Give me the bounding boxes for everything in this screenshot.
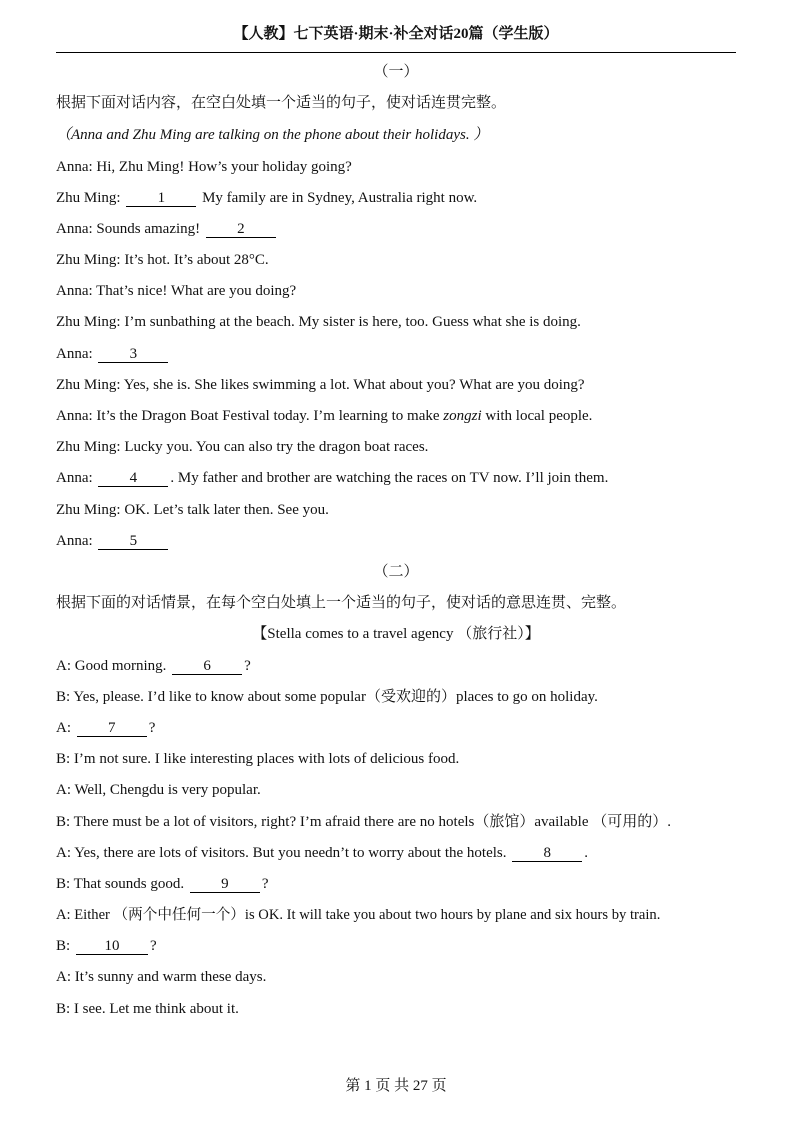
dialogue-line: A: Well, Chengdu is very popular. — [56, 782, 261, 798]
blank-6[interactable]: 6 — [172, 658, 242, 675]
blank-10[interactable]: 10 — [76, 938, 148, 955]
dialogue-line: Zhu Ming: OK. Let’s talk later then. See you. — [56, 502, 329, 518]
dialogue-line: A: It’s sunny and warm these days. — [56, 969, 267, 985]
dialogue-line: B: That sounds good. 9 ? — [56, 876, 269, 892]
section2-context: 【Stella comes to a travel agency （旅行社）】 — [252, 626, 540, 642]
blank-8[interactable]: 8 — [512, 845, 582, 862]
dialogue-line: Zhu Ming: It’s hot. It’s about 28°C. — [56, 252, 269, 268]
page-header: 【人教】七下英语·期末·补全对话20篇（学生版） — [233, 26, 559, 42]
dialogue-line: Anna: 5 — [56, 532, 170, 550]
dialogue-line: Anna: Sounds amazing! 2 — [56, 220, 278, 238]
dialogue-line: B: 10 ? — [56, 938, 157, 954]
dialogue-line: Anna: It’s the Dragon Boat Festival today. I’m learning to make zongzi with local people. — [56, 408, 593, 424]
section1-instruction: 根据下面对话内容，在空白处填一个适当的句子，使对话连贯完整。 — [56, 95, 507, 111]
dialogue-line: Zhu Ming: Lucky you. You can also try the dragon boat races. — [56, 439, 429, 455]
blank-5[interactable]: 5 — [98, 533, 168, 550]
section1-context: （Anna and Zhu Ming are talking on the phone about their holidays. ） — [56, 127, 489, 143]
dialogue-line: A: Either （两个中任何一个）is OK. It will take you about two hours by plane and six hours by train. — [56, 907, 661, 923]
blank-2[interactable]: 2 — [206, 221, 276, 238]
dialogue-line: Anna: Hi, Zhu Ming! How’s your holiday going? — [56, 159, 352, 175]
page-footer: 第 1 页 共 27 页 — [345, 1078, 447, 1094]
blank-1[interactable]: 1 — [126, 190, 196, 207]
blank-7[interactable]: 7 — [77, 720, 147, 737]
dialogue-line: A: Yes, there are lots of visitors. But you needn’t to worry about the hotels. 8 . — [56, 845, 588, 861]
italic-word: zongzi — [443, 408, 482, 424]
section2-heading: （二） — [373, 564, 419, 580]
blank-3[interactable]: 3 — [98, 346, 168, 363]
section2-instruction: 根据下面的对话情景，在每个空白处填上一个适当的句子，使对话的意思连贯、完整。 — [56, 595, 627, 611]
dialogue-line: Anna: That’s nice! What are you doing? — [56, 283, 297, 299]
dialogue-line: B: Yes, please. I’d like to know about some popular（受欢迎的）places to go on holiday. — [56, 689, 598, 705]
header-rule — [56, 52, 736, 53]
dialogue-line: Zhu Ming: 1 My family are in Sydney, Australia right now. — [56, 190, 478, 206]
dialogue-line: B: I’m not sure. I like interesting places with lots of delicious food. — [56, 751, 460, 767]
dialogue-line: B: I see. Let me think about it. — [56, 1001, 239, 1017]
section1-heading: （一） — [373, 64, 419, 80]
dialogue-line: Anna: 4 . My father and brother are watching the races on TV now. I’ll join them. — [56, 470, 609, 486]
dialogue-line: A: Good morning. 6 ? — [56, 658, 251, 674]
dialogue-line: Anna: 3 — [56, 345, 170, 363]
dialogue-line: Zhu Ming: I’m sunbathing at the beach. My sister is here, too. Guess what she is doing. — [56, 314, 581, 330]
dialogue-line: B: There must be a lot of visitors, right? I’m afraid there are no hotels（旅馆）available （可用的）. — [56, 814, 671, 830]
dialogue-line: Zhu Ming: Yes, she is. She likes swimming a lot. What about you? What are you doing? — [56, 377, 585, 393]
blank-4[interactable]: 4 — [98, 470, 168, 487]
dialogue-line: A: 7 ? — [56, 720, 156, 736]
blank-9[interactable]: 9 — [190, 876, 260, 893]
